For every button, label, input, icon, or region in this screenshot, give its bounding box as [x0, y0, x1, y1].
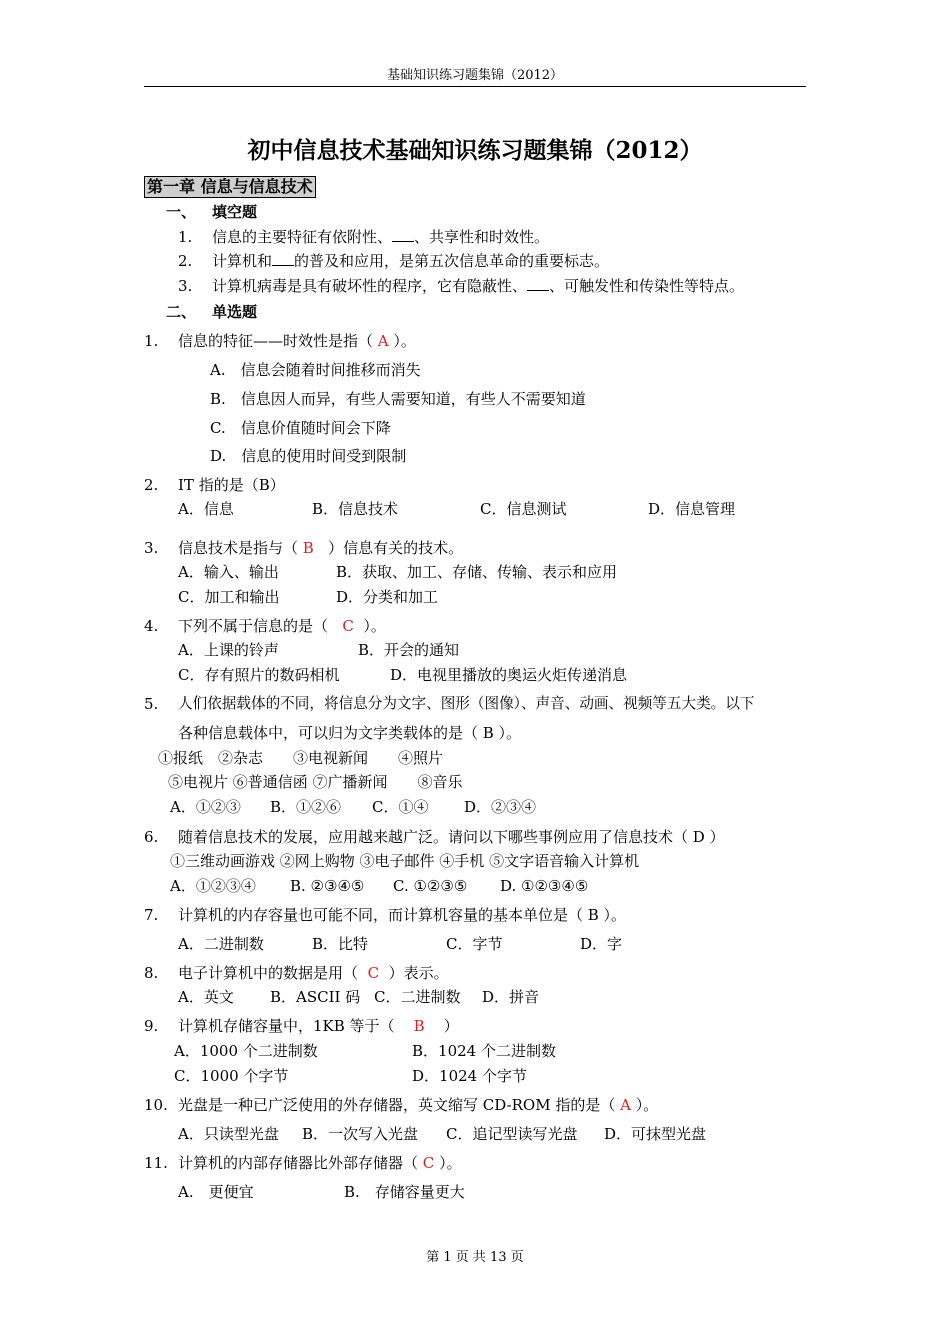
question-text: 信息的特征——时效性是指（ A ）。: [178, 332, 416, 350]
option: A．二进制数: [178, 935, 264, 953]
option: C．加工和输出: [178, 588, 280, 606]
option: D．分类和加工: [336, 588, 439, 606]
option: A．英文: [178, 988, 234, 1006]
option: A．①②③: [170, 798, 241, 816]
answer-letter: A: [377, 332, 389, 350]
option: C. ①②③⑤: [393, 877, 468, 895]
option: B．①②⑥: [270, 798, 342, 816]
fill-question: 计算机病毒是具有破坏性的程序，它有隐蔽性、 、可触发性和传染性等特点。: [212, 277, 745, 295]
option: B．获取、加工、存储、传输、表示和应用: [336, 563, 618, 581]
option: B．比特: [312, 935, 369, 953]
option: D．拼音: [482, 988, 540, 1006]
option: C．①④: [372, 798, 429, 816]
chapter-heading: 第一章 信息与信息技术: [144, 176, 316, 198]
option: A．上课的铃声: [178, 641, 279, 659]
option: A．只读型光盘: [178, 1125, 279, 1143]
question-text: 各种信息载体中，可以归为文字类载体的是（ B ）。: [178, 724, 522, 742]
option: C．追记型读写光盘: [446, 1125, 578, 1143]
section-number: 一、: [166, 203, 197, 221]
option: B. ②③④⑤: [290, 877, 365, 895]
question-text: 随着信息技术的发展，应用越来越广泛。请问以下哪些事例应用了信息技术（ D ）: [178, 828, 725, 846]
option: B．信息技术: [312, 500, 399, 518]
option: B．开会的通知: [358, 641, 460, 659]
option: D．1024 个字节: [412, 1067, 527, 1085]
question-number: 11.: [144, 1154, 168, 1172]
option: A. 信息会随着时间推移而消失: [210, 361, 421, 379]
option: D. ①②③④⑤: [500, 877, 589, 895]
question-text: 下列不属于信息的是（ C ）。: [178, 617, 386, 635]
page-footer: 第 1 页 共 13 页: [426, 1250, 524, 1265]
option: A．输入、输出: [178, 563, 279, 581]
answer-blank: [272, 251, 294, 266]
question-number: 7.: [144, 906, 159, 924]
option: B. 信息因人而异，有些人需要知道，有些人不需要知道: [210, 390, 586, 408]
fill-number: 1.: [178, 228, 193, 246]
page-header: 基础知识练习题集锦（2012）: [144, 64, 806, 87]
option: A．1000 个二进制数: [174, 1042, 318, 1060]
option: B. 存储容量更大: [344, 1183, 465, 1201]
option: C．字节: [446, 935, 503, 953]
answer-letter: C: [422, 1154, 435, 1172]
question-number: 1.: [144, 332, 159, 350]
answer-blank: [392, 227, 414, 242]
option: D．②③④: [464, 798, 537, 816]
question-number: 9.: [144, 1017, 159, 1035]
document-title: 初中信息技术基础知识练习题集锦（2012）: [247, 137, 703, 164]
answer-blank: [527, 276, 549, 291]
option: D. 信息的使用时间受到限制: [210, 447, 407, 465]
option: A．信息: [178, 500, 234, 518]
answer-letter: C: [342, 617, 354, 635]
option: C. 信息价值随时间会下降: [210, 419, 391, 437]
choice-items: ⑤电视片 ⑥普通信函 ⑦广播新闻 ⑧音乐: [168, 773, 463, 791]
option: D．可抹型光盘: [604, 1125, 707, 1143]
answer-letter: C: [367, 964, 380, 982]
option: B．ASCII 码: [270, 988, 361, 1006]
option: B．1024 个二进制数: [412, 1042, 556, 1060]
question-number: 3.: [144, 539, 159, 557]
question-number: 4.: [144, 617, 159, 635]
question-number: 2.: [144, 476, 159, 494]
question-number: 10.: [144, 1096, 168, 1114]
question-text: 人们依据载体的不同，将信息分为文字、图形（图像）、声音、动画、视频等五大类。以下: [178, 695, 755, 712]
section-number: 二、: [166, 303, 197, 321]
question-text: 信息技术是指与（ B ）信息有关的技术。: [178, 539, 464, 557]
option: A. 更便宜: [178, 1183, 254, 1201]
question-text: 计算机的内部存储器比外部存储器（ C ）。: [178, 1154, 462, 1172]
question-text: 计算机存储容量中，1KB 等于（ B ）: [178, 1017, 459, 1035]
question-text: 电子计算机中的数据是用（ C ）表示。: [178, 964, 449, 982]
option: C．存有照片的数码相机: [178, 666, 340, 684]
question-text: 计算机的内存容量也可能不同，而计算机容量的基本单位是（ B ）。: [178, 906, 627, 924]
question-number: 5.: [144, 695, 159, 713]
option: C．二进制数: [374, 988, 461, 1006]
answer-letter: A: [620, 1096, 631, 1114]
section-heading: 填空题: [212, 203, 258, 221]
option: C．信息测试: [480, 500, 567, 518]
option: D．字: [580, 935, 623, 953]
option: D．电视里播放的奥运火炬传递消息: [390, 666, 628, 684]
fill-number: 2.: [178, 252, 193, 270]
question-number: 6.: [144, 828, 159, 846]
choice-items: ①报纸 ②杂志 ③电视新闻 ④照片: [158, 749, 444, 767]
option: C．1000 个字节: [174, 1067, 289, 1085]
question-number: 8.: [144, 964, 159, 982]
option: B．一次写入光盘: [302, 1125, 419, 1143]
answer-letter: B: [413, 1017, 425, 1035]
fill-number: 3.: [178, 277, 193, 295]
answer-letter: B: [302, 539, 314, 557]
fill-question: 计算机和 的普及和应用，是第五次信息革命的重要标志。: [212, 252, 610, 270]
question-text: IT 指的是（B）: [178, 476, 285, 494]
option: A．①②③④: [170, 877, 256, 895]
fill-question: 信息的主要特征有依附性、 、共享性和时效性。: [212, 228, 550, 246]
option: D．信息管理: [648, 500, 736, 518]
choice-items: ①三维动画游戏 ②网上购物 ③电子邮件 ④手机 ⑤文字语音输入计算机: [170, 852, 640, 870]
question-text: 光盘是一种已广泛使用的外存储器，英文缩写 CD-ROM 指的是（ A ）。: [178, 1096, 659, 1114]
section-heading: 单选题: [212, 303, 258, 321]
